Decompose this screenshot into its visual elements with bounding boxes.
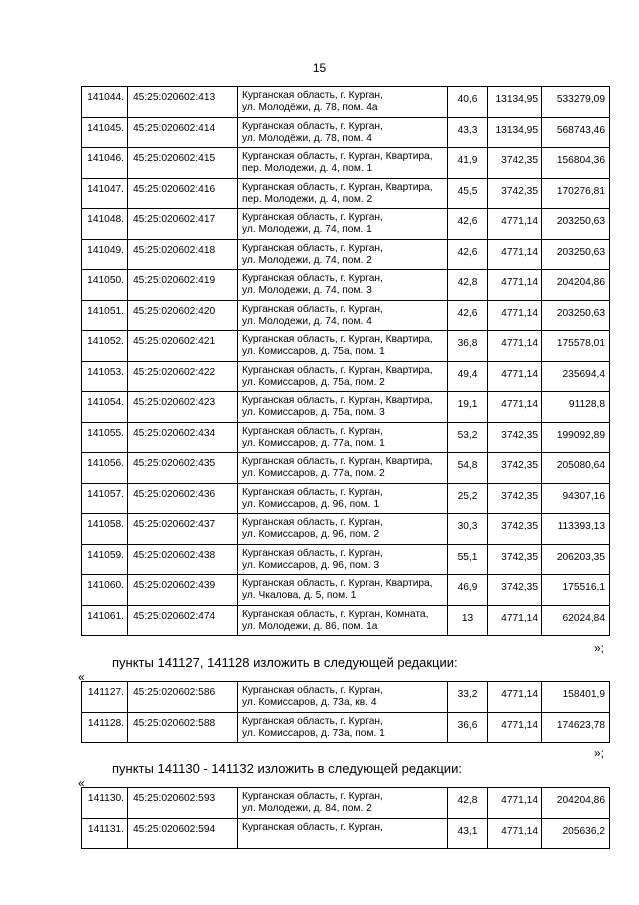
unit-price-cell: 4771,14 bbox=[488, 270, 542, 301]
address-line: Курганская область, г. Курган, bbox=[242, 212, 383, 223]
address-line: ул. Молодежи, д. 84, пом. 2 bbox=[242, 803, 372, 814]
table-row bbox=[82, 422, 610, 453]
row-number-cell: 141131. bbox=[82, 818, 128, 849]
unit-price-cell: 4771,14 bbox=[488, 788, 542, 819]
address-line: Курганская область, г. Курган, Квартира, bbox=[242, 334, 433, 345]
row-number-cell: 141058. bbox=[82, 514, 128, 545]
area-cell: 41,9 bbox=[448, 148, 488, 179]
area-cell: 43,3 bbox=[448, 117, 488, 148]
row-number-cell: 141057. bbox=[82, 483, 128, 514]
table-row bbox=[82, 712, 610, 743]
address-line: Курганская область, г. Курган, Квартира, bbox=[242, 181, 433, 193]
unit-price-cell: 4771,14 bbox=[488, 331, 542, 362]
area-cell: 13 bbox=[448, 605, 488, 636]
area-cell: 45,5 bbox=[448, 178, 488, 209]
cadastral-value-cell: 94307,16 bbox=[542, 483, 610, 514]
address-line: ул. Комиссаров, д. 75а, пом. 1 bbox=[242, 346, 385, 357]
row-number-cell: 141047. bbox=[82, 178, 128, 209]
cadastral-value-cell: 205080,64 bbox=[542, 453, 610, 484]
table-row bbox=[82, 270, 610, 301]
table-row bbox=[82, 331, 610, 362]
table-row bbox=[82, 148, 610, 179]
cadastral-value-cell: 199092,89 bbox=[542, 422, 610, 453]
address-cell bbox=[238, 239, 448, 270]
table-row bbox=[82, 575, 610, 606]
address-line: ул. Молодёжи, д. 78, пом. 4 bbox=[242, 132, 372, 144]
cadastral-value-cell: 533279,09 bbox=[542, 87, 610, 118]
area-cell: 40,6 bbox=[448, 87, 488, 118]
address-cell bbox=[238, 148, 448, 179]
address-line: Курганская область, г. Курган, Квартира, bbox=[242, 578, 433, 589]
row-number-cell: 141050. bbox=[82, 270, 128, 301]
address-cell bbox=[238, 788, 448, 819]
address-cell bbox=[238, 87, 448, 118]
opening-quote: « bbox=[78, 776, 85, 790]
closing-quote: »; bbox=[594, 746, 605, 760]
row-number-cell: 141053. bbox=[82, 361, 128, 392]
unit-price-cell: 3742,35 bbox=[488, 575, 542, 606]
table-row bbox=[82, 682, 610, 713]
table-row bbox=[82, 117, 610, 148]
area-cell: 30,3 bbox=[448, 514, 488, 545]
address-line: Курганская область, г. Курган, bbox=[242, 242, 383, 254]
address-line: ул. Комиссаров, д. 96, пом. 2 bbox=[242, 529, 380, 540]
address-cell bbox=[238, 682, 448, 713]
address-line: ул. Комиссаров, д. 73а, пом. 1 bbox=[242, 727, 385, 739]
row-number-cell: 141056. bbox=[82, 453, 128, 484]
area-cell: 43,1 bbox=[448, 818, 488, 849]
unit-price-cell: 3742,35 bbox=[488, 178, 542, 209]
address-line: Курганская область, г. Курган, bbox=[242, 791, 383, 802]
cadastral-value-cell: 203250,63 bbox=[542, 239, 610, 270]
address-cell bbox=[238, 575, 448, 606]
unit-price-cell: 13134,95 bbox=[488, 87, 542, 118]
unit-price-cell: 3742,35 bbox=[488, 483, 542, 514]
area-cell: 42,6 bbox=[448, 300, 488, 331]
address-line: Курганская область, г. Курган, bbox=[242, 273, 383, 284]
unit-price-cell: 4771,14 bbox=[488, 712, 542, 743]
address-line: ул. Комиссаров, д. 77а, пом. 2 bbox=[242, 468, 385, 479]
cadastral-value-cell: 174623,78 bbox=[542, 712, 610, 743]
address-line: Курганская область, г. Курган, Квартира, bbox=[242, 395, 433, 406]
table-row bbox=[82, 818, 610, 849]
area-cell: 49,4 bbox=[448, 361, 488, 392]
unit-price-cell: 4771,14 bbox=[488, 239, 542, 270]
table-row bbox=[82, 605, 610, 636]
area-cell: 46,9 bbox=[448, 575, 488, 606]
amendment-paragraph: пункты 141130 - 141132 изложить в следующей редакции: bbox=[112, 761, 462, 776]
unit-price-cell: 4771,14 bbox=[488, 682, 542, 713]
cadastral-value-cell: 235694,4 bbox=[542, 361, 610, 392]
table-row bbox=[82, 514, 610, 545]
area-cell: 42,8 bbox=[448, 788, 488, 819]
cadastral-number-cell: 45:25:020602:586 bbox=[128, 682, 238, 713]
address-line: ул. Комиссаров, д. 75а, пом. 3 bbox=[242, 407, 385, 418]
address-line: ул. Чкалова, д. 5, пом. 1 bbox=[242, 590, 357, 601]
address-line: Курганская область, г. Курган, bbox=[242, 517, 383, 528]
table-row bbox=[82, 544, 610, 575]
area-cell: 33,2 bbox=[448, 682, 488, 713]
unit-price-cell: 3742,35 bbox=[488, 148, 542, 179]
address-line: Курганская область, г. Курган, bbox=[242, 715, 383, 727]
cadastral-value-cell: 158401,9 bbox=[542, 682, 610, 713]
address-cell bbox=[238, 483, 448, 514]
table-row bbox=[82, 209, 610, 240]
area-cell: 54,8 bbox=[448, 453, 488, 484]
cadastral-value-cell: 203250,63 bbox=[542, 300, 610, 331]
address-line: ул. Молодежи, д. 86, пом. 1а bbox=[242, 620, 378, 632]
area-cell: 42,8 bbox=[448, 270, 488, 301]
cadastral-value-cell: 175516,1 bbox=[542, 575, 610, 606]
address-cell bbox=[238, 422, 448, 453]
unit-price-cell: 13134,95 bbox=[488, 117, 542, 148]
cadastral-number-cell: 45:25:020602:437 bbox=[128, 514, 238, 545]
area-cell: 25,2 bbox=[448, 483, 488, 514]
cadastral-value-cell: 205636,2 bbox=[542, 818, 610, 849]
address-cell bbox=[238, 818, 448, 849]
address-line: Курганская область, г. Курган, bbox=[242, 303, 383, 315]
table-row bbox=[82, 392, 610, 423]
cadastral-number-cell: 45:25:020602:422 bbox=[128, 361, 238, 392]
unit-price-cell: 4771,14 bbox=[488, 392, 542, 423]
cadastral-number-cell: 45:25:020602:435 bbox=[128, 453, 238, 484]
unit-price-cell: 4771,14 bbox=[488, 361, 542, 392]
cadastral-value-cell: 91128,8 bbox=[542, 392, 610, 423]
cadastral-value-cell: 568743,46 bbox=[542, 117, 610, 148]
address-line: ул. Комиссаров, д. 96, пом. 1 bbox=[242, 498, 380, 510]
cadastral-number-cell: 45:25:020602:593 bbox=[128, 788, 238, 819]
cadastral-number-cell: 45:25:020602:474 bbox=[128, 605, 238, 636]
table-row bbox=[82, 87, 610, 118]
address-line: ул. Молодежи, д. 74, пом. 3 bbox=[242, 285, 372, 296]
row-number-cell: 141054. bbox=[82, 392, 128, 423]
cadastral-number-cell: 45:25:020602:420 bbox=[128, 300, 238, 331]
amendment-paragraph: пункты 141127, 141128 изложить в следующей редакции: bbox=[112, 655, 458, 670]
cadastral-value-cell: 206203,35 bbox=[542, 544, 610, 575]
table-row bbox=[82, 483, 610, 514]
unit-price-cell: 4771,14 bbox=[488, 818, 542, 849]
row-number-cell: 141059. bbox=[82, 544, 128, 575]
unit-price-cell: 3742,35 bbox=[488, 544, 542, 575]
area-cell: 55,1 bbox=[448, 544, 488, 575]
address-cell bbox=[238, 514, 448, 545]
property-table-2 bbox=[81, 681, 610, 743]
table-row bbox=[82, 178, 610, 209]
area-cell: 42,6 bbox=[448, 239, 488, 270]
area-cell: 36,8 bbox=[448, 331, 488, 362]
row-number-cell: 141045. bbox=[82, 117, 128, 148]
address-cell bbox=[238, 300, 448, 331]
address-line: Курганская область, г. Курган, bbox=[242, 547, 383, 559]
cadastral-value-cell: 113393,13 bbox=[542, 514, 610, 545]
cadastral-number-cell: 45:25:020602:588 bbox=[128, 712, 238, 743]
address-cell bbox=[238, 392, 448, 423]
address-line: Курганская область, г. Курган, Комната, bbox=[242, 608, 429, 620]
address-cell bbox=[238, 361, 448, 392]
unit-price-cell: 3742,35 bbox=[488, 453, 542, 484]
address-line: Курганская область, г. Курган, bbox=[242, 821, 383, 833]
cadastral-number-cell: 45:25:020602:594 bbox=[128, 818, 238, 849]
address-cell bbox=[238, 209, 448, 240]
closing-quote: »; bbox=[594, 641, 605, 655]
cadastral-number-cell: 45:25:020602:423 bbox=[128, 392, 238, 423]
address-line: ул. Комиссаров, д. 73а, кв. 4 bbox=[242, 697, 377, 708]
row-number-cell: 141048. bbox=[82, 209, 128, 240]
cadastral-value-cell: 170276,81 bbox=[542, 178, 610, 209]
table-row bbox=[82, 453, 610, 484]
row-number-cell: 141044. bbox=[82, 87, 128, 118]
row-number-cell: 141046. bbox=[82, 148, 128, 179]
address-line: Курганская область, г. Курган, bbox=[242, 425, 383, 437]
row-number-cell: 141049. bbox=[82, 239, 128, 270]
address-cell bbox=[238, 605, 448, 636]
cadastral-number-cell: 45:25:020602:419 bbox=[128, 270, 238, 301]
property-table-1 bbox=[81, 86, 610, 636]
address-line: ул. Молодежи, д. 74, пом. 4 bbox=[242, 315, 372, 327]
cadastral-value-cell: 156804,36 bbox=[542, 148, 610, 179]
cadastral-number-cell: 45:25:020602:439 bbox=[128, 575, 238, 606]
address-cell bbox=[238, 331, 448, 362]
row-number-cell: 141060. bbox=[82, 575, 128, 606]
address-cell bbox=[238, 270, 448, 301]
unit-price-cell: 3742,35 bbox=[488, 422, 542, 453]
address-line: ул. Комиссаров, д. 96, пом. 3 bbox=[242, 559, 380, 571]
row-number-cell: 141061. bbox=[82, 605, 128, 636]
address-line: ул. Комиссаров, д. 77а, пом. 1 bbox=[242, 437, 385, 449]
area-cell: 42,6 bbox=[448, 209, 488, 240]
cadastral-number-cell: 45:25:020602:417 bbox=[128, 209, 238, 240]
row-number-cell: 141052. bbox=[82, 331, 128, 362]
row-number-cell: 141130. bbox=[82, 788, 128, 819]
address-cell bbox=[238, 544, 448, 575]
unit-price-cell: 4771,14 bbox=[488, 300, 542, 331]
address-line: ул. Молодёжи, д. 78, пом. 4а bbox=[242, 102, 378, 113]
property-table-3 bbox=[81, 787, 610, 849]
row-number-cell: 141127. bbox=[82, 682, 128, 713]
unit-price-cell: 3742,35 bbox=[488, 514, 542, 545]
address-line: пер. Молодежи, д. 4, пом. 1 bbox=[242, 163, 373, 174]
cadastral-number-cell: 45:25:020602:436 bbox=[128, 483, 238, 514]
address-line: пер. Молодежи, д. 4, пом. 2 bbox=[242, 193, 373, 205]
address-line: Курганская область, г. Курган, Квартира, bbox=[242, 151, 433, 162]
unit-price-cell: 4771,14 bbox=[488, 209, 542, 240]
address-line: ул. Молодежи, д. 74, пом. 2 bbox=[242, 254, 372, 266]
address-cell bbox=[238, 453, 448, 484]
table-row bbox=[82, 239, 610, 270]
area-cell: 53,2 bbox=[448, 422, 488, 453]
address-cell bbox=[238, 712, 448, 743]
address-cell bbox=[238, 178, 448, 209]
address-line: Курганская область, г. Курган, bbox=[242, 486, 383, 498]
unit-price-cell: 4771,14 bbox=[488, 605, 542, 636]
table-row bbox=[82, 788, 610, 819]
cadastral-number-cell: 45:25:020602:416 bbox=[128, 178, 238, 209]
cadastral-number-cell: 45:25:020602:438 bbox=[128, 544, 238, 575]
cadastral-value-cell: 204204,86 bbox=[542, 788, 610, 819]
address-line: Курганская область, г. Курган, Квартира, bbox=[242, 364, 433, 376]
area-cell: 36,6 bbox=[448, 712, 488, 743]
address-line: ул. Комиссаров, д. 75а, пом. 2 bbox=[242, 376, 385, 388]
page-number: 15 bbox=[312, 61, 327, 75]
cadastral-number-cell: 45:25:020602:421 bbox=[128, 331, 238, 362]
cadastral-value-cell: 62024,84 bbox=[542, 605, 610, 636]
address-line: Курганская область, г. Курган, Квартира, bbox=[242, 456, 433, 467]
table-row bbox=[82, 361, 610, 392]
address-cell bbox=[238, 117, 448, 148]
cadastral-number-cell: 45:25:020602:415 bbox=[128, 148, 238, 179]
cadastral-number-cell: 45:25:020602:434 bbox=[128, 422, 238, 453]
opening-quote: « bbox=[78, 670, 85, 684]
cadastral-value-cell: 203250,63 bbox=[542, 209, 610, 240]
cadastral-number-cell: 45:25:020602:413 bbox=[128, 87, 238, 118]
row-number-cell: 141051. bbox=[82, 300, 128, 331]
cadastral-value-cell: 204204,86 bbox=[542, 270, 610, 301]
cadastral-number-cell: 45:25:020602:418 bbox=[128, 239, 238, 270]
area-cell: 19,1 bbox=[448, 392, 488, 423]
row-number-cell: 141128. bbox=[82, 712, 128, 743]
cadastral-value-cell: 175578,01 bbox=[542, 331, 610, 362]
table-row bbox=[82, 300, 610, 331]
address-line: Курганская область, г. Курган, bbox=[242, 120, 383, 132]
address-line: Курганская область, г. Курган, bbox=[242, 90, 383, 101]
cadastral-number-cell: 45:25:020602:414 bbox=[128, 117, 238, 148]
address-line: Курганская область, г. Курган, bbox=[242, 685, 383, 696]
address-line: ул. Молодежи, д. 74, пом. 1 bbox=[242, 224, 372, 235]
row-number-cell: 141055. bbox=[82, 422, 128, 453]
